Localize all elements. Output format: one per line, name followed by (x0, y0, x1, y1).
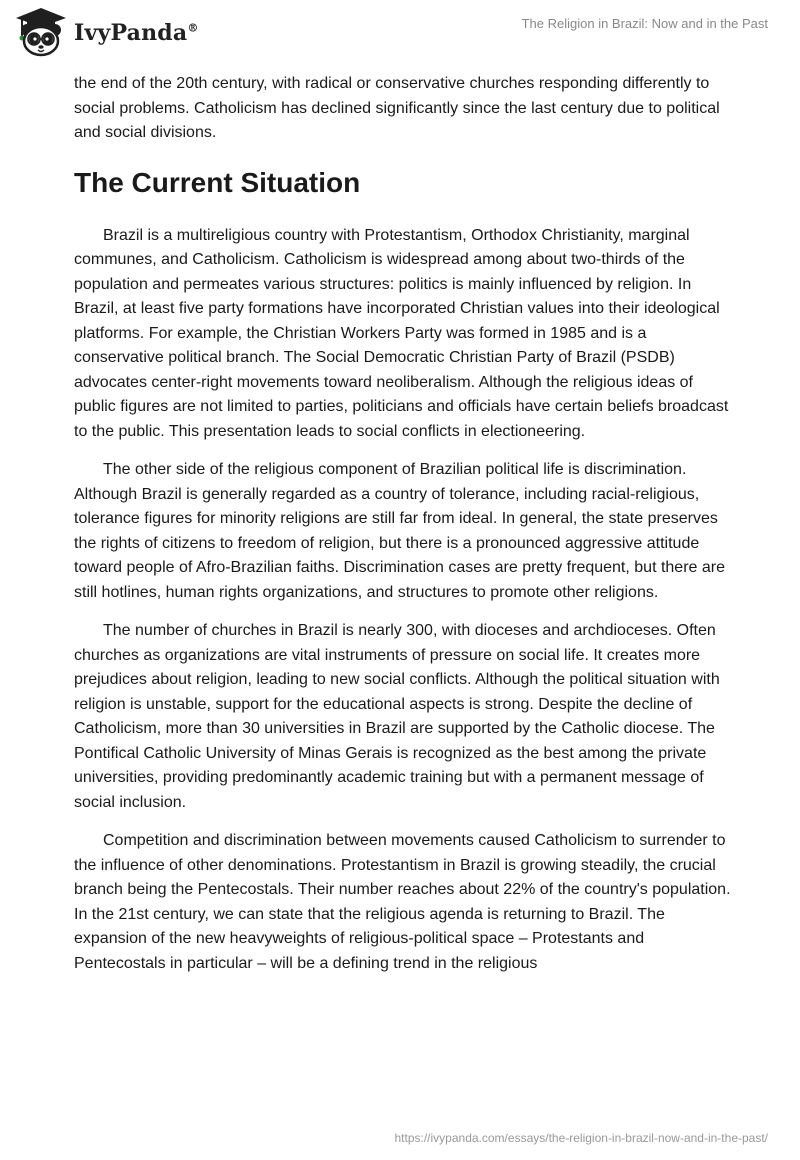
ivypanda-logo[interactable] (14, 6, 199, 58)
section-heading: The Current Situation (74, 166, 361, 198)
source-url-link[interactable]: https://ivypanda.com/essays/the-religion-in-brazil-now-and-in-the-past/ (394, 1131, 768, 1145)
body-paragraph: The number of churches in Brazil is nearly 300, with dioceses and archdioceses. Often churches as organizations are vital instruments of pressure on social life. It creates more prejudices about religion, leading to new social conflicts. Although the political situation with religion is unstable, support for the educational aspects is strong. Despite the decline of Catholicism, more than 30 universities in Brazil are supported by the Catholic diocese. The Pontifical Catholic University of Minas Gerais is recognized as the best among the private universities, providing predominantly academic training but with a permanent message of social inclusion. (74, 622, 720, 811)
body-paragraph: Brazil is a multireligious country with Protestantism, Orthodox Christianity, marginal communes, and Catholicism. Catholicism is widespread among about two-thirds of the population and permeates various structures: politics is mainly influenced by religion. In Brazil, at least five party formations have incorporated Christian values into their ideological platforms. For example, the Christian Workers Party was formed in 1985 and is a conservative political branch. The Social Democratic Christian Party of Brazil (PSDB) advocates center-right movements toward neoliberalism. Although the religious ideas of public figures are not limited to parties, politicians and officials have certain beliefs broadcast to the public. This presentation leads to social conflicts in electioneering. (74, 226, 729, 440)
body-paragraph: The other side of the religious component of Brazilian political life is discrimination. Although Brazil is generally regarded as a country of tolerance, including racial-religious, tolerance figures for minority religions are still far from ideal. In general, the state preserves the rights of citizens to freedom of religion, but there is a pronounced aggressive attitude toward people of Afro-Brazilian faiths. Discrimination cases are pretty frequent, but there are still hotlines, human rights organizations, and structures to promote other religions. (74, 461, 725, 601)
brand-name: IvyPanda® (74, 20, 199, 46)
registered-mark: ® (187, 21, 199, 35)
panda-graduate-icon (14, 6, 68, 58)
document-title: The Religion in Brazil: Now and in the Past (521, 16, 768, 31)
intro-paragraph: the end of the 20th century, with radical or conservative churches responding differently to social problems. Catholicism has declined significantly since the last century due to political and social divisions. (74, 75, 720, 141)
essay-content (74, 72, 734, 990)
body-paragraph: Competition and discrimination between movements caused Catholicism to surrender to the influence of other denominations. Protestantism in Brazil is growing steadily, the crucial branch being the Pentecostals. Their number reaches about 22% of the country's population. In the 21st century, we can state that the religious agenda is returning to Brazil. The expansion of the new heavyweights of religious-political space – Protestants and Pentecostals in particular – will be a defining trend in the religious (74, 832, 731, 972)
page-header (0, 0, 800, 64)
